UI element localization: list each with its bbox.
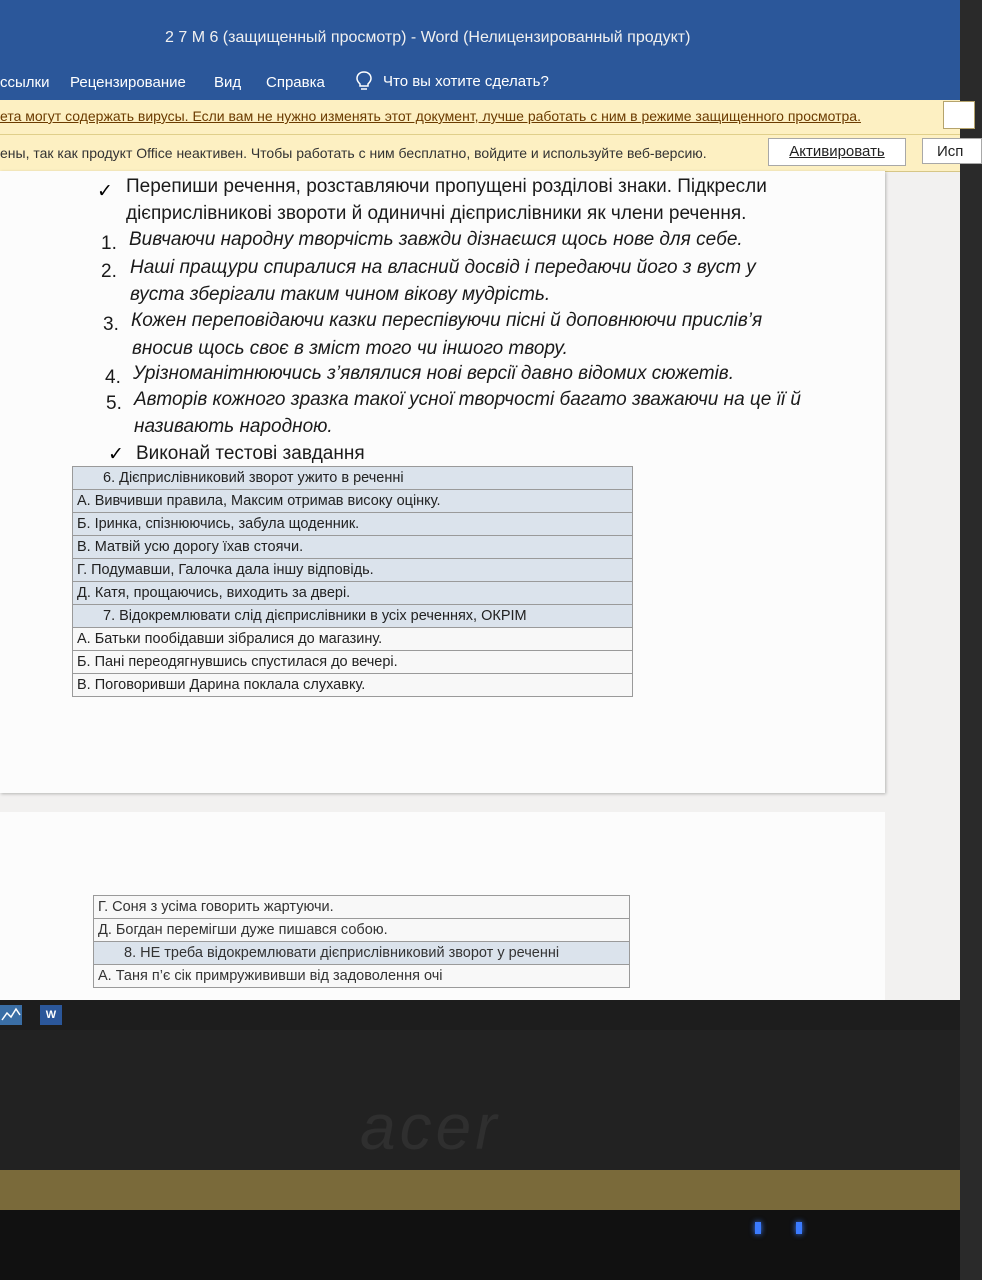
word-app-icon[interactable]: W <box>40 1005 62 1025</box>
answer-cell: Г. Соня з усіма говорить жартуючи. <box>94 896 630 919</box>
status-led-icon <box>755 1222 761 1234</box>
sentence-4-line1: Урізноманітнюючись з’являлися нові версії давно відомих сюжетів. <box>133 363 734 384</box>
question-cell: 8. НЕ треба відокремлювати дієприслівниковий зворот у реченні <box>94 942 630 965</box>
tab-references[interactable]: ссылки <box>0 74 50 91</box>
tell-me-search[interactable] <box>355 70 549 92</box>
lightbulb-icon <box>355 70 373 92</box>
ribbon-tabs <box>0 60 960 100</box>
answer-row <box>73 536 633 559</box>
task1-heading-line2: дієприслівникові звороти й одиничні дієприслівники як члени речення. <box>126 203 747 224</box>
task2-heading: Виконай тестові завдання <box>136 443 365 464</box>
license-message: ены, так как продукт Office неактивен. Чтобы работать с ним бесплатно, войдите и используйте веб-версию. <box>0 145 707 161</box>
question-row <box>73 467 633 490</box>
sentence-2-line2: вуста зберігали таким чином вікову мудрість. <box>130 284 551 305</box>
sentence-3-line2: вносив щось своє в зміст того чи іншого твору. <box>132 338 568 359</box>
answer-row <box>73 559 633 582</box>
keyboard-body <box>0 1210 960 1280</box>
document-page <box>0 171 885 793</box>
answer-cell: В. Матвій усю дорогу їхав стоячи. <box>73 536 633 559</box>
answer-cell: А. Таня п’є сік примружививши від задоволення очі <box>94 965 630 988</box>
sentence-5-line1: Авторів кожного зразка такої усної творчості багато зважаючи на це її й <box>134 389 801 410</box>
tab-review[interactable]: Рецензирование <box>70 74 186 91</box>
sentence-number: 1. <box>101 233 117 254</box>
tab-view[interactable]: Вид <box>214 74 242 91</box>
sentence-2-line1: Наші пращури спиралися на власний досвід і передаючи його з вуст у <box>130 257 756 278</box>
answer-row <box>73 674 633 697</box>
answer-cell: А. Батьки пообідавши зібралися до магазину. <box>73 628 633 651</box>
sentence-number: 5. <box>106 393 122 414</box>
tell-me-label: Что вы хотите сделать? <box>383 72 549 90</box>
sentence-3-line1: Кожен переповідаючи казки переспівуючи пісні й доповнюючи прислів’я <box>131 310 763 331</box>
use-button[interactable]: Исп <box>922 138 982 164</box>
answer-row <box>73 582 633 605</box>
window-title: 2 7 М 6 (защищенный просмотр) - Word (Нелицензированный продукт) <box>165 29 691 46</box>
status-led-icon <box>796 1222 802 1234</box>
enable-editing-button[interactable] <box>943 101 975 129</box>
test-table-2 <box>93 895 630 988</box>
license-bar <box>0 135 964 172</box>
activate-button[interactable]: Активировать <box>768 138 906 166</box>
answer-cell: Б. Іринка, спізнюючись, забула щоденник. <box>73 513 633 536</box>
sentence-1-line1: Вивчаючи народну творчість завжди дізнаєшся щось нове для себе. <box>129 229 743 250</box>
sentence-number: 3. <box>103 314 119 335</box>
question-cell: 7. Відокремлювати слід дієприслівники в усіх реченнях, ОКРІМ <box>73 605 633 628</box>
answer-cell: Б. Пані переодягнувшись спустилася до вечері. <box>73 651 633 674</box>
question-row <box>94 942 630 965</box>
protected-view-message[interactable]: ета могут содержать вирусы. Если вам не нужно изменять этот документ, лучше работать с ним в режиме защищенного просмотра. <box>0 108 861 124</box>
protected-view-bar <box>0 100 960 135</box>
laptop-bezel <box>0 1030 960 1280</box>
answer-row <box>94 919 630 942</box>
title-bar <box>0 0 960 60</box>
taskbar <box>0 1000 960 1030</box>
checkmark-icon: ✓ <box>108 444 124 465</box>
brand-logo: acer <box>360 1091 501 1163</box>
sentence-number: 4. <box>105 367 121 388</box>
question-cell: 6. Дієприслівниковий зворот ужито в реченні <box>73 467 633 490</box>
checkmark-icon: ✓ <box>97 181 113 202</box>
answer-row <box>94 965 630 988</box>
question-row <box>73 605 633 628</box>
answer-row <box>73 490 633 513</box>
sentence-5-line2: називають народною. <box>134 416 333 437</box>
task1-heading-line1: Перепиши речення, розставляючи пропущені розділові знаки. Підкресли <box>126 176 767 197</box>
answer-cell: Д. Катя, прощаючись, виходить за двері. <box>73 582 633 605</box>
keyboard-edge <box>0 1170 960 1210</box>
answer-cell: Д. Богдан перемігши дуже пишався собою. <box>94 919 630 942</box>
answer-row <box>73 628 633 651</box>
answer-cell: Г. Подумавши, Галочка дала іншу відповідь. <box>73 559 633 582</box>
test-table-1 <box>72 466 633 697</box>
sentence-number: 2. <box>101 261 117 282</box>
answer-cell: А. Вивчивши правила, Максим отримав високу оцінку. <box>73 490 633 513</box>
document-page-2 <box>0 812 885 1012</box>
answer-row <box>73 513 633 536</box>
answer-row <box>94 896 630 919</box>
tab-help[interactable]: Справка <box>266 74 325 91</box>
chart-app-icon[interactable] <box>0 1005 22 1025</box>
answer-row <box>73 651 633 674</box>
answer-cell: В. Поговоривши Дарина поклала слухавку. <box>73 674 633 697</box>
